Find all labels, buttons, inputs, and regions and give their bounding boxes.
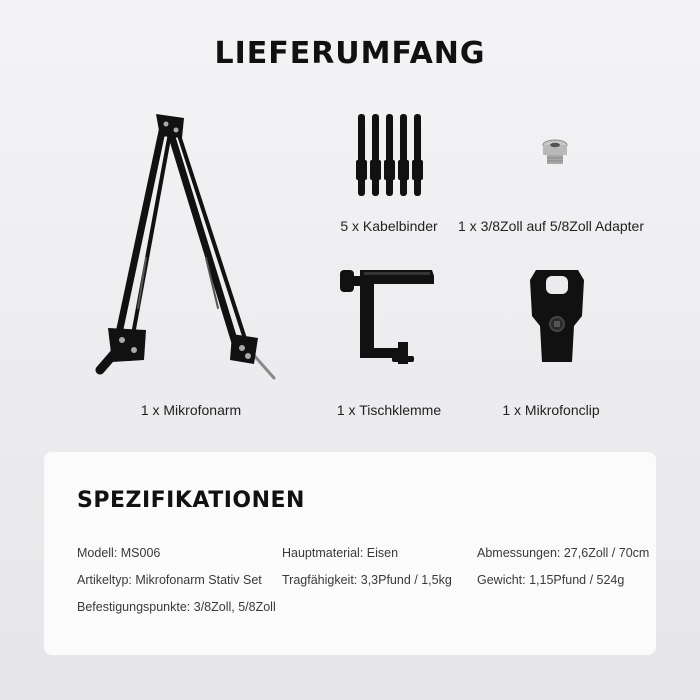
cable-ties-icon [355,110,425,200]
item-label-microphone-clip: 1 x Mikrofonclip [502,402,600,418]
item-label-adapter: 1 x 3/8Zoll auf 5/8Zoll Adapter [458,218,644,234]
item-label-cable-ties: 5 x Kabelbinder [340,218,438,234]
microphone-clip-icon [522,266,592,366]
page-title: LIEFERUMFANG [214,36,486,71]
spec-mount-points: Befestigungspunkte: 3/8Zoll, 5/8Zoll [77,600,276,614]
spec-load-capacity: Tragfähigkeit: 3,3Pfund / 1,5kg [282,573,452,587]
item-label-microphone-arm: 1 x Mikrofonarm [140,402,242,418]
spec-material: Hauptmaterial: Eisen [282,546,399,560]
spec-dimensions: Abmessungen: 27,6Zoll / 70cm [477,546,650,560]
spec-model: Modell: MS006 [77,546,161,560]
item-label-table-clamp: 1 x Tischklemme [336,402,442,418]
adapter-icon [538,138,572,168]
spec-item-type: Artikeltyp: Mikrofonarm Stativ Set [77,573,262,587]
specifications-card [44,452,656,655]
microphone-arm-icon [86,108,286,388]
spec-weight: Gewicht: 1,15Pfund / 524g [477,573,625,587]
specifications-title: SPEZIFIKATIONEN [77,488,305,513]
table-clamp-icon [334,262,438,368]
